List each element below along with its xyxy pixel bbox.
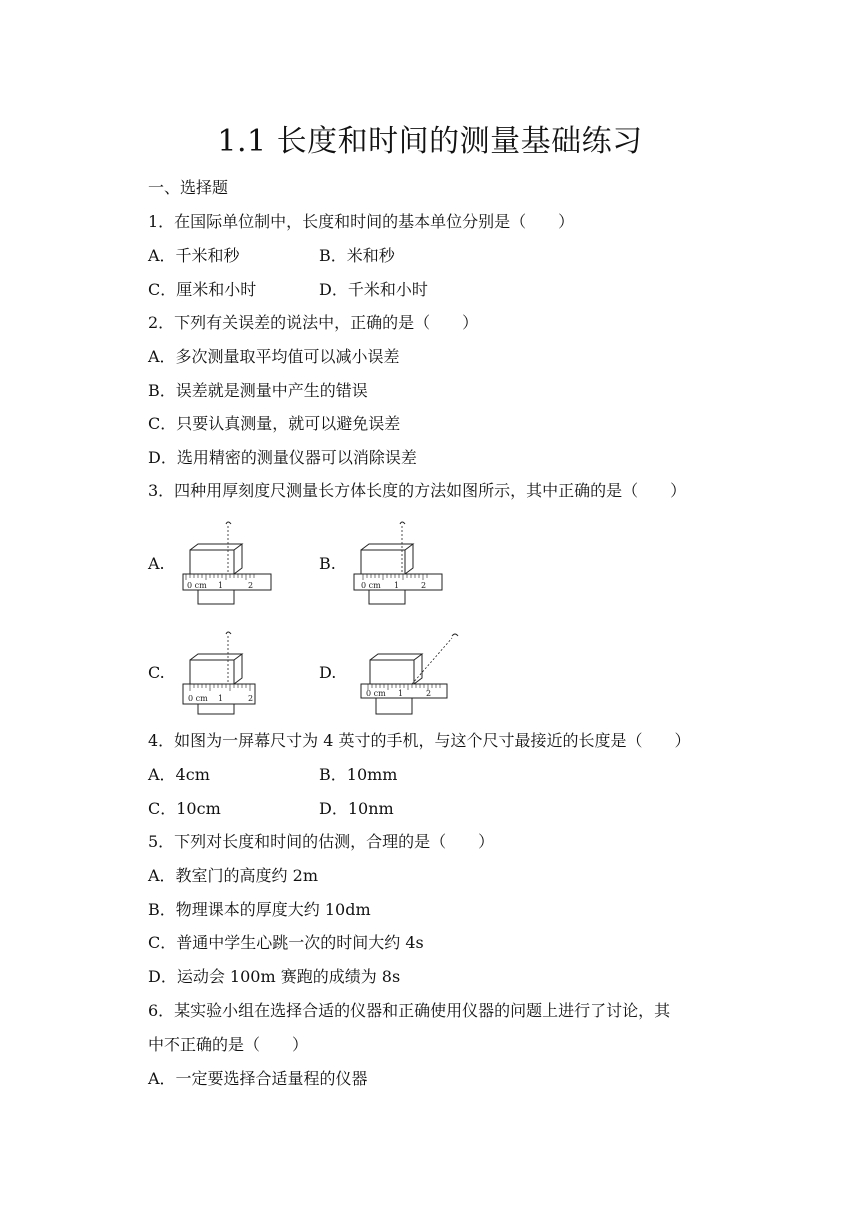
question-5-option-d: D．运动会 100m 赛跑的成绩为 8s (148, 967, 401, 986)
figure-c-zero-label: 0 cm (188, 694, 208, 703)
question-5-option-c: C．普通中学生心跳一次的时间大约 4s (148, 933, 424, 952)
question-4-option-b: B．10mm (319, 765, 398, 784)
figure-d-eye-icon (452, 634, 458, 636)
figure-c-ruler-measurement (178, 628, 278, 718)
question-2-option-c: C．只要认真测量，就可以避免误差 (148, 414, 401, 433)
figure-c-eye-icon (226, 632, 231, 634)
figure-b-two-label: 2 (421, 581, 427, 590)
question-2-option-a: A．多次测量取平均值可以减小误差 (148, 347, 400, 366)
figure-b-eye-icon (400, 522, 405, 524)
figure-a-eye-icon (226, 522, 231, 524)
question-2-option-b: B．误差就是测量中产生的错误 (148, 381, 368, 400)
question-3-stem: 3．四种用厚刻度尺测量长方体长度的方法如图所示，其中正确的是（ ） (148, 481, 687, 500)
question-1-option-b: B．米和秒 (319, 246, 395, 265)
figure-a-one-label: 1 (218, 581, 224, 590)
question-6-stem-line-2: 中不正确的是（ ） (148, 1035, 309, 1054)
question-4-stem: 4．如图为一屏幕尺寸为 4 英寸的手机，与这个尺寸最接近的长度是（ ） (148, 731, 691, 750)
page-title: 1.1 长度和时间的测量基础练习 (217, 124, 643, 159)
figure-c-one-label: 1 (218, 694, 224, 703)
question-1-option-c: C．厘米和小时 (148, 280, 257, 299)
question-1-option-d: D．千米和小时 (319, 280, 428, 299)
figure-b-ruler-measurement (349, 518, 449, 608)
figure-d-zero-label: 0 cm (366, 689, 386, 698)
question-3-option-d-label: D. (319, 663, 337, 682)
question-5-stem: 5．下列对长度和时间的估测，合理的是（ ） (148, 832, 495, 851)
question-3-option-b-label: B. (319, 554, 336, 573)
question-1-option-a: A．千米和秒 (148, 246, 240, 265)
question-5-option-b: B．物理课本的厚度大约 10dm (148, 900, 371, 919)
question-3-option-c-label: C. (148, 663, 165, 682)
figure-a-zero-label: 0 cm (187, 581, 207, 590)
question-3-option-a-label: A. (148, 554, 165, 573)
figure-b-one-label: 1 (394, 581, 400, 590)
figure-b-zero-label: 0 cm (361, 581, 381, 590)
figure-a-two-label: 2 (248, 581, 254, 590)
question-2-option-d: D．选用精密的测量仪器可以消除误差 (148, 448, 417, 467)
figure-d-one-label: 1 (398, 689, 404, 698)
question-2-stem: 2．下列有关误差的说法中，正确的是（ ） (148, 313, 479, 332)
figure-a-ruler-measurement (178, 518, 278, 608)
question-4-option-c: C．10cm (148, 799, 221, 818)
figure-c-two-label: 2 (248, 694, 254, 703)
question-1-stem: 1．在国际单位制中，长度和时间的基本单位分别是（ ） (148, 212, 575, 231)
figure-d-two-label: 2 (426, 689, 432, 698)
question-6-stem-line-1: 6．某实验小组在选择合适的仪器和正确使用仪器的问题上进行了讨论，其 (148, 1001, 671, 1020)
question-4-option-d: D．10nm (319, 799, 394, 818)
question-4-option-a: A．4cm (148, 765, 210, 784)
figure-a-ticks (186, 574, 254, 580)
figure-d-ruler-measurement (356, 628, 466, 718)
question-6-option-a: A．一定要选择合适量程的仪器 (148, 1069, 368, 1088)
section-heading: 一、选择题 (148, 178, 229, 197)
question-5-option-a: A．教室门的高度约 2m (148, 866, 318, 885)
